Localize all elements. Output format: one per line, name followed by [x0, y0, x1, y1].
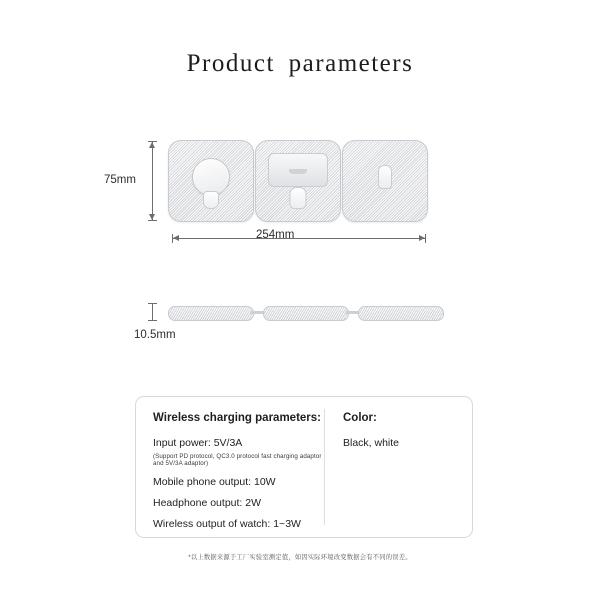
side-pad-right	[358, 306, 444, 321]
color-section	[325, 397, 472, 537]
wireless-charging-heading: Wireless charging parameters:	[153, 412, 321, 424]
side-pad-left	[168, 306, 254, 321]
thickness-dimension-cap-top	[148, 303, 157, 304]
side-pad-middle	[263, 306, 349, 321]
phone-coil-icon	[268, 153, 328, 187]
width-arrow-right	[419, 235, 425, 241]
input-power-note: (Support PD protocol, QC3.0 protocol fast charging adaptor and 5V/3A adaptor)	[153, 453, 322, 468]
height-dimension-label: 75mm	[104, 174, 136, 186]
headphone-output-line: Headphone output: 2W	[153, 497, 261, 510]
width-arrow-left	[173, 235, 179, 241]
headphone-charging-pad	[342, 140, 428, 222]
thickness-dimension-label: 10.5mm	[134, 329, 176, 341]
height-arrow-up	[149, 142, 155, 148]
width-dimension-line	[172, 238, 425, 239]
width-dimension-label: 254mm	[256, 229, 295, 241]
color-value: Black, white	[343, 437, 400, 449]
watch-stem-shape	[203, 191, 219, 209]
height-arrow-down	[149, 214, 155, 220]
color-heading: Color:	[343, 412, 377, 424]
product-side-view	[168, 302, 458, 324]
watch-charging-pad	[168, 140, 254, 222]
width-dimension-cap-right	[425, 234, 426, 243]
product-top-view	[168, 140, 428, 220]
thickness-dimension-line	[152, 303, 153, 320]
thickness-dimension-cap-bottom	[148, 320, 157, 321]
height-dimension-cap-bottom	[148, 220, 157, 221]
phone-notch-shape	[289, 169, 307, 174]
watch-output-line: Wireless output of watch: 1~3W	[153, 518, 301, 531]
earbud-icon	[378, 165, 392, 189]
specifications-card	[135, 396, 473, 538]
phone-charging-pad	[255, 140, 341, 222]
input-power-line: Input power: 5V/3A	[153, 437, 243, 449]
page-title: Product parameters	[186, 50, 414, 77]
wireless-charging-section	[136, 397, 324, 537]
height-dimension-line	[152, 141, 153, 220]
footnote-text: *以上数据来源于工厂实验室测定值，如因实际环境改变数据会有不同的误差。	[188, 554, 412, 561]
earbud-icon	[290, 187, 307, 209]
phone-output-line: Mobile phone output: 10W	[153, 476, 276, 489]
